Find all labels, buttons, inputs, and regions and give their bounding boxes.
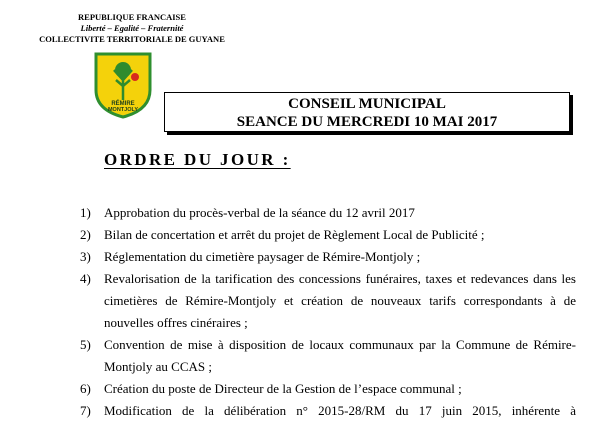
agenda-item-text: Convention de mise à disposition de locaux communaux par la Commune de Rémire-Montjoly au CCAS ; <box>104 337 576 374</box>
agenda-item-number: 6) <box>80 381 91 396</box>
agenda-item <box>0 246 600 268</box>
logo-flower <box>131 73 139 81</box>
meeting-title: CONSEIL MUNICIPAL <box>288 96 446 112</box>
remire-montjoly-logo <box>92 50 154 120</box>
agenda-item-text: Création du poste de Directeur de la Gestion de l’espace communal ; <box>104 381 462 396</box>
agenda-heading: ORDRE DU JOUR : <box>104 150 291 169</box>
agenda-item-text: Réglementation du cimetière paysager de Rémire-Montjoly ; <box>104 249 421 264</box>
header-motto: Liberté – Egalité – Fraternité <box>80 23 184 33</box>
agenda-item-text: Revalorisation de la tarification des concessions funéraires, taxes et redevances dans les cimetières de Rémire-Montjoly et création de nouveaux tarifs correspondants à de nouvelles offres cinéraires ; <box>104 271 576 330</box>
agenda-item-number: 7) <box>80 403 91 418</box>
republic-header <box>32 12 232 45</box>
agenda-item-number: 3) <box>80 249 91 264</box>
agenda-item-number: 4) <box>80 271 91 286</box>
logo-text-remire: RÉMIRE <box>111 101 135 107</box>
agenda-item <box>0 378 600 400</box>
agenda-item-text: Modification de la délibération n° 2015-28/RM du 17 juin 2015, inhérente à <box>104 403 576 418</box>
agenda-item-number: 1) <box>80 205 91 220</box>
agenda-item <box>0 400 600 422</box>
agenda-item <box>0 334 600 378</box>
agenda-item-number: 2) <box>80 227 91 242</box>
header-republic: REPUBLIQUE FRANCAISE <box>78 12 186 22</box>
logo-text-montjoly: MONTJOLY <box>107 107 139 113</box>
agenda-item <box>0 268 600 334</box>
agenda-item <box>0 202 600 224</box>
meeting-date: SEANCE DU MERCREDI 10 MAI 2017 <box>236 114 498 130</box>
agenda-item <box>0 224 600 246</box>
meeting-title-box <box>164 92 570 132</box>
agenda-list <box>0 202 600 422</box>
agenda-item-text: Bilan de concertation et arrêt du projet de Règlement Local de Publicité ; <box>104 227 485 242</box>
header-collectivity: COLLECTIVITE TERRITORIALE DE GUYANE <box>39 34 225 44</box>
logo-foliage <box>115 62 131 78</box>
agenda-item-text: Approbation du procès-verbal de la séance du 12 avril 2017 <box>104 205 415 220</box>
agenda-item-number: 5) <box>80 337 91 352</box>
